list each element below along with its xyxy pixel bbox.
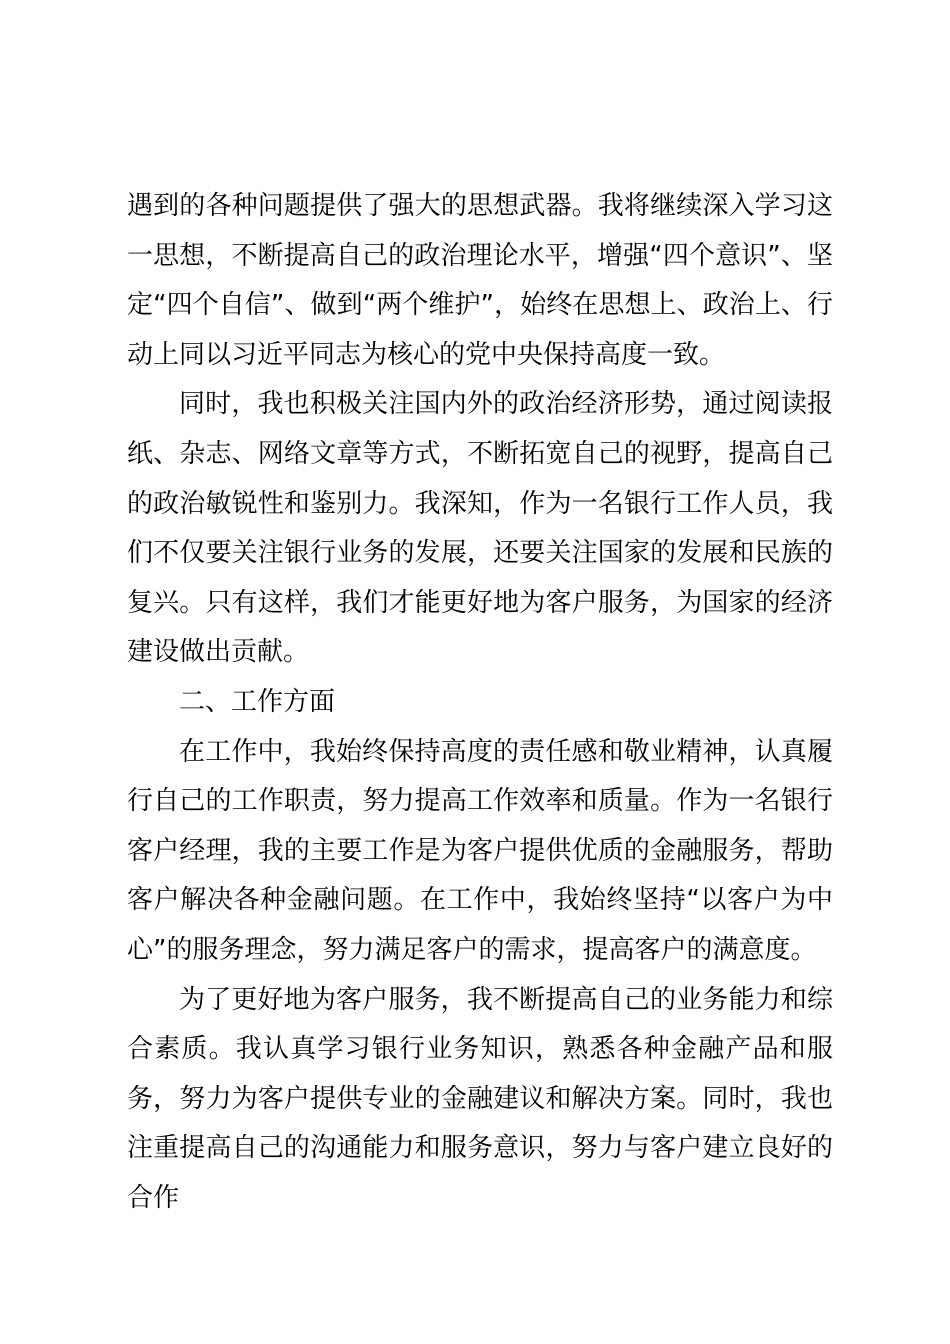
paragraph-continued: 遇到的各种问题提供了强大的思想武器。我将继续深入学习这一思想，不断提高自己的政治理论水平，增强“四个意识”、坚定“四个自信”、做到“两个维护”，始终在思想上、政治上、行动上同以习近平同志为核心的党中央保持高度一致。 <box>127 191 833 370</box>
paragraph-work-responsibility: 在工作中，我始终保持高度的责任感和敬业精神，认真履行自己的工作职责，努力提高工作效率和质量。作为一名银行客户经理，我的主要工作是为客户提供优质的金融服务，帮助客户解决各种金融问题。在工作中，我始终坚持“以客户为中心”的服务理念，努力满足客户的需求，提高客户的满意度。 <box>127 736 833 965</box>
paragraph-political-awareness: 同时，我也积极关注国内外的政治经济形势，通过阅读报纸、杂志、网络文章等方式，不断拓宽自己的视野，提高自己的政治敏锐性和鉴别力。我深知，作为一名银行工作人员，我们不仅要关注银行业务的发展，还要关注国家的发展和民族的复兴。只有这样，我们才能更好地为客户服务，为国家的经济建设做出贡献。 <box>127 389 833 668</box>
paragraph-skill-improvement: 为了更好地为客户服务，我不断提高自己的业务能力和综合素质。我认真学习银行业务知识，熟悉各种金融产品和服务，努力为客户提供专业的金融建议和解决方案。同时，我也注重提高自己的沟通能力和服务意识，努力与客户建立良好的合作 <box>127 984 833 1213</box>
document-body <box>127 182 833 1223</box>
section-heading-work: 二、工作方面 <box>179 686 336 717</box>
